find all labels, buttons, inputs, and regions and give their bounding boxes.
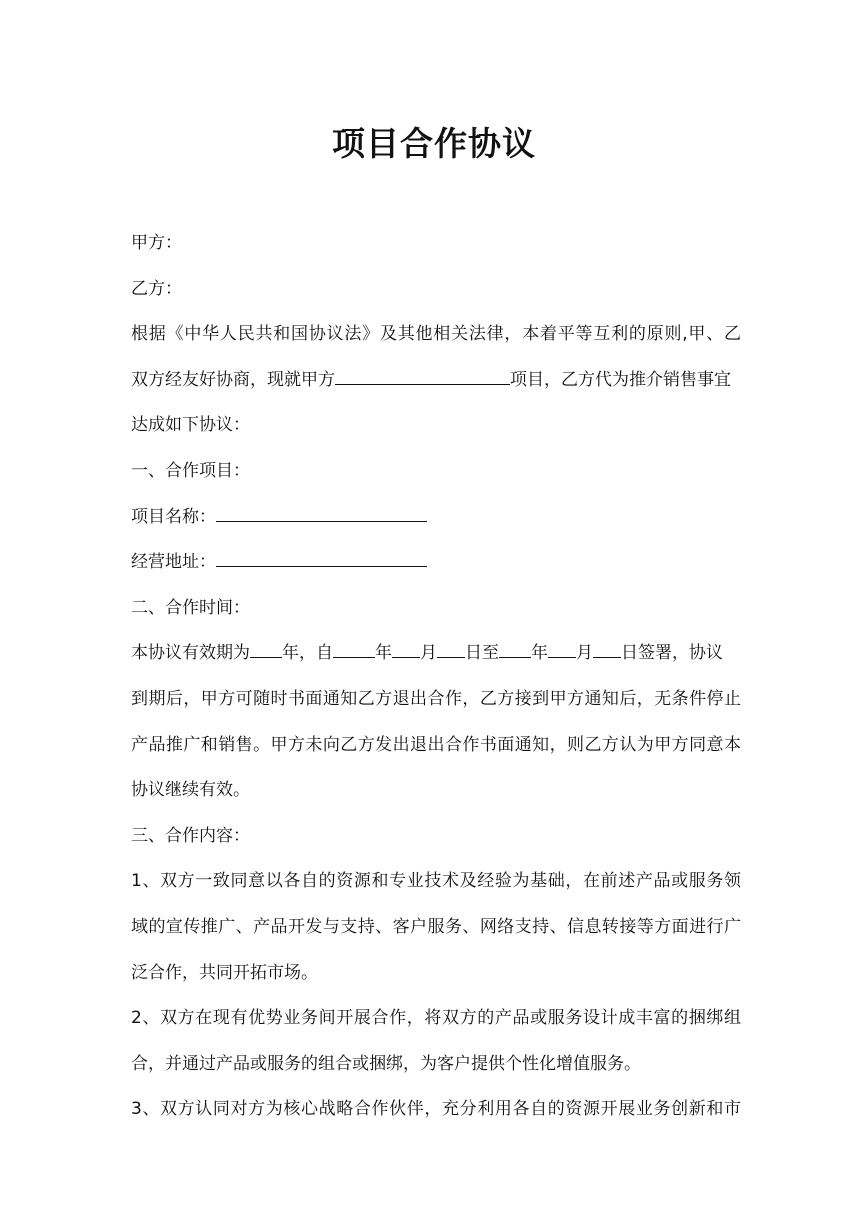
item-1-line-2: 域的宣传推广、产品开发与支持、客户服务、网络支持、信息转接等方面进行广	[131, 916, 741, 937]
validity-text-5: 日至	[465, 643, 499, 664]
document-title: 项目合作协议	[332, 124, 536, 163]
section-2-line-3: 产品推广和销售。甲方未向乙方发出退出合作书面通知，则乙方认为甲方同意本	[131, 734, 741, 755]
party-b-line: 乙方：	[131, 278, 182, 299]
validity-text-4: 月	[420, 643, 437, 664]
validity-line	[131, 638, 741, 684]
validity-text-3: 年	[375, 643, 392, 664]
project-blank[interactable]	[335, 365, 510, 385]
address-line	[131, 547, 741, 593]
end-month-blank[interactable]	[548, 638, 576, 658]
item-3-line-1: 3、双方认同对方为核心战略合作伙伴，充分利用各自的资源开展业务创新和市	[131, 1099, 741, 1120]
item-2-line-2: 合，并通过产品或服务的组合或捆绑，为客户提供个性化增值服务。	[131, 1053, 641, 1074]
intro-text-after-blank: 项目，乙方代为推介销售事宜	[510, 369, 731, 390]
project-name-label: 项目名称：	[131, 506, 216, 527]
intro-line-3: 达成如下协议：	[131, 415, 250, 436]
start-day-blank[interactable]	[437, 638, 465, 658]
section-1-heading: 一、合作项目：	[131, 460, 250, 481]
project-name-line	[131, 502, 741, 548]
validity-text-7: 月	[576, 643, 593, 664]
item-1-line-1: 1、双方一致同意以各自的资源和专业技术及经验为基础，在前述产品或服务领	[131, 871, 741, 892]
start-year-blank[interactable]	[333, 638, 375, 658]
validity-text-6: 年	[531, 643, 548, 664]
section-3-heading: 三、合作内容：	[131, 825, 250, 846]
project-name-blank[interactable]	[216, 502, 427, 522]
intro-text-before-blank: 双方经友好协商，现就甲方	[131, 369, 335, 390]
term-years-blank[interactable]	[250, 638, 282, 658]
validity-text-2: 年，自	[282, 643, 333, 664]
start-month-blank[interactable]	[392, 638, 420, 658]
validity-text-8: 日签署，协议	[621, 643, 723, 664]
party-a-line: 甲方：	[131, 233, 182, 253]
section-2-heading: 二、合作时间：	[131, 597, 250, 618]
section-2-line-4: 协议继续有效。	[131, 780, 250, 801]
item-2-line-1: 2、双方在现有优势业务间开展合作，将双方的产品或服务设计成丰富的捆绑组	[131, 1008, 741, 1029]
address-label: 经营地址：	[131, 552, 216, 573]
validity-text-1: 本协议有效期为	[131, 643, 250, 664]
section-2-line-2: 到期后，甲方可随时书面通知乙方退出合作，乙方接到甲方通知后，无条件停止	[131, 688, 741, 709]
end-day-blank[interactable]	[593, 638, 621, 658]
intro-line-1: 根据《中华人民共和国协议法》及其他相关法律，本着平等互利的原则,甲、乙	[131, 324, 741, 345]
document-body	[131, 228, 741, 1140]
end-year-blank[interactable]	[499, 638, 531, 658]
item-1-line-3: 泛合作，共同开拓市场。	[131, 962, 318, 983]
address-blank[interactable]	[216, 547, 427, 567]
intro-line-2	[131, 365, 741, 411]
